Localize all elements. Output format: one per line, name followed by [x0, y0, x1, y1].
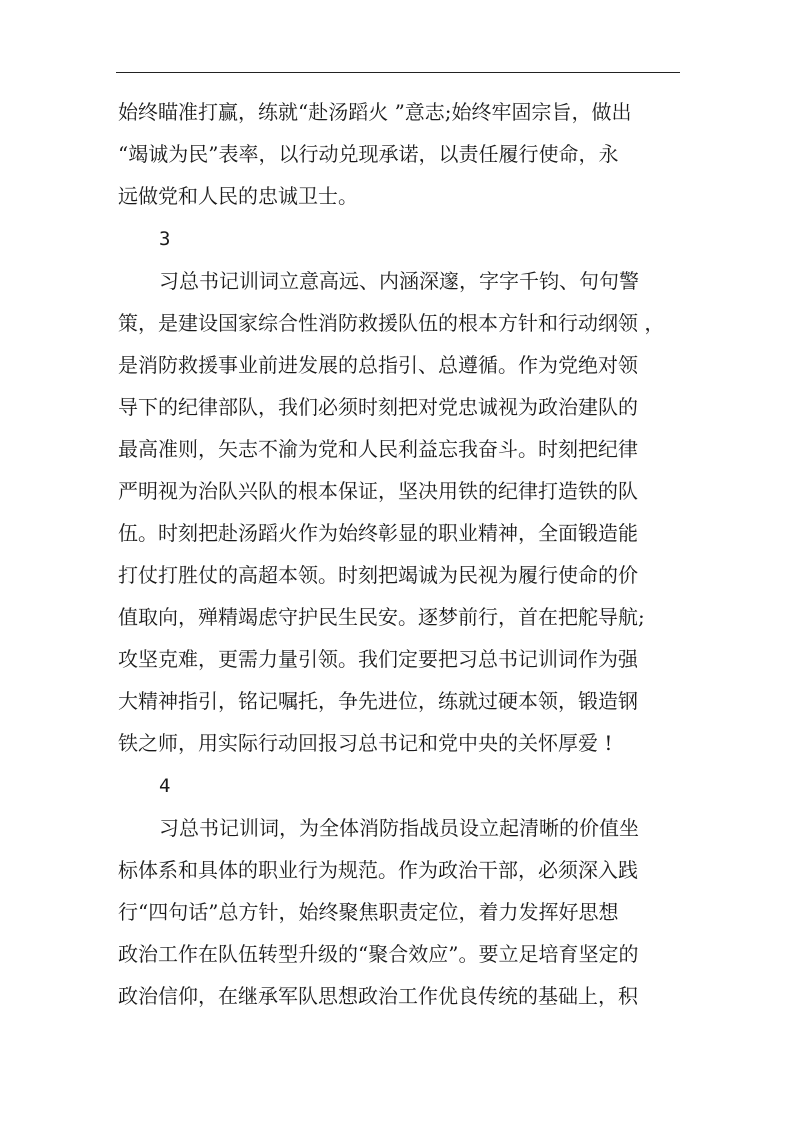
paragraph-line: 打仗打胜仗的高超本领。时刻把竭诚为民视为履行使命的价: [118, 563, 638, 587]
paragraph-line: 攻坚克难，更需力量引领。我们定要把习总书记训词作为强: [118, 647, 638, 671]
paragraph-line: 习总书记训词，为全体消防指战员设立起清晰的价值坐: [159, 816, 639, 840]
paragraph-line: 值取向，殚精竭虑守护民生民安。逐梦前行，首在把舵导航;: [118, 605, 645, 629]
paragraph-line: 铁之师，用实际行动回报习总书记和党中央的关怀厚爱 !: [118, 731, 613, 755]
paragraph-line: 远做党和人民的忠诚卫士。: [118, 184, 358, 208]
section-number: 4: [159, 775, 171, 797]
paragraph-line: 政治信仰，在继承军队思想政治工作优良传统的基础上，积: [118, 984, 638, 1008]
paragraph-line: 导下的纪律部队，我们必须时刻把对党忠诚视为政治建队的: [118, 395, 638, 419]
paragraph-line: 严明视为治队兴队的根本保证，坚决用铁的纪律打造铁的队: [118, 479, 638, 503]
section-number: 3: [159, 228, 171, 250]
header-rule: [116, 72, 680, 73]
paragraph-line: 大精神指引，铭记嘱托，争先进位，练就过硬本领，锻造钢: [118, 689, 638, 713]
paragraph-line: 标体系和具体的职业行为规范。作为政治干部，必须深入践: [118, 858, 638, 882]
paragraph-line: 伍。时刻把赴汤蹈火作为始终彰显的职业精神，全面锻造能: [118, 521, 638, 545]
paragraph-line: “竭诚为民”表率，以行动兑现承诺，以责任履行使命，永: [118, 142, 619, 166]
paragraph-line: 政治工作在队伍转型升级的“聚合效应”。要立足培育坚定的: [118, 942, 639, 966]
paragraph-line: 最高准则，矢志不渝为党和人民利益忘我奋斗。时刻把纪律: [118, 437, 638, 461]
paragraph-line: 行“四句话”总方针，始终聚焦职责定位，着力发挥好思想: [118, 900, 619, 924]
paragraph-line: 策，是建设国家综合性消防救援队伍的根本方针和行动纲领 ，: [118, 311, 665, 335]
paragraph-line: 习总书记训词立意高远、内涵深邃，字字千钧、句句警: [159, 269, 639, 293]
paragraph-line: 始终瞄准打赢，练就“赴汤蹈火 ”意志;始终牢固宗旨，做出: [118, 100, 632, 124]
paragraph-line: 是消防救援事业前进发展的总指引、总遵循。作为党绝对领: [118, 353, 638, 377]
